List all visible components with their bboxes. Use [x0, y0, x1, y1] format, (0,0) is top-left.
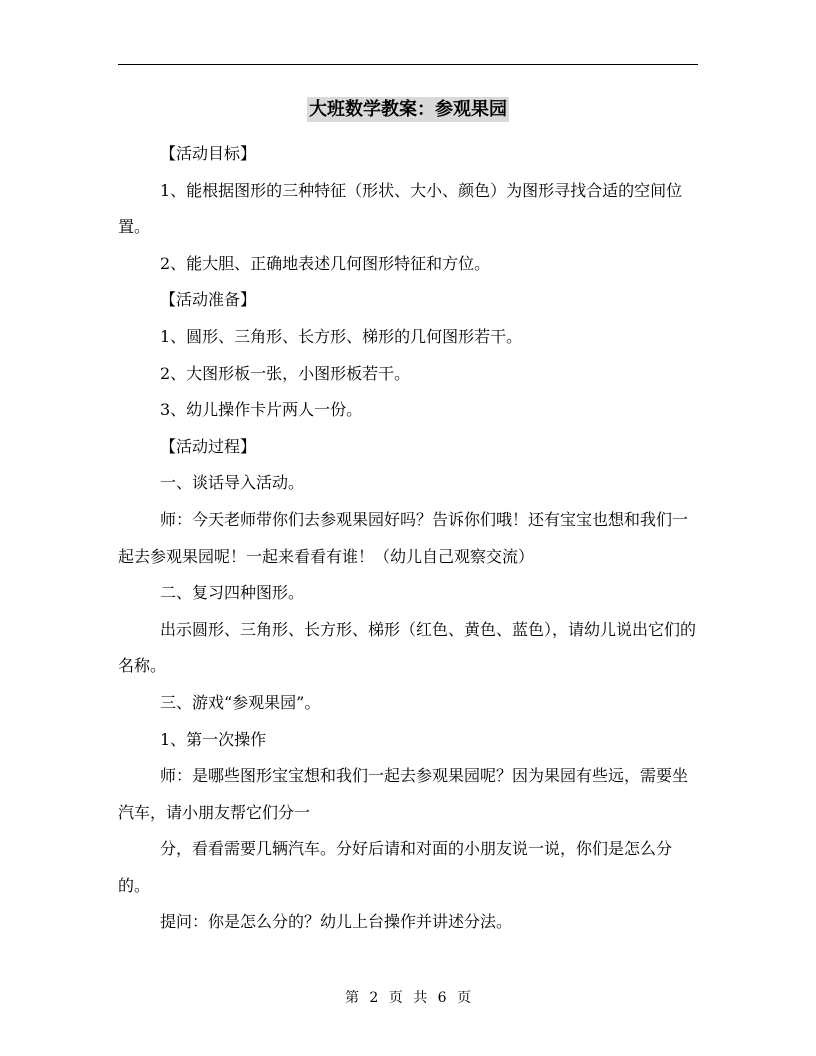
- header-rule: [118, 64, 698, 65]
- grouping-instruction: 分，看看需要几辆汽车。分好后请和对面的小朋友说一说，你们是怎么分的。: [118, 839, 673, 895]
- process-step-2: 二、复习四种图形。: [160, 583, 305, 603]
- preparation-item-3: 3、幼儿操作卡片两人一份。: [160, 400, 363, 420]
- preparation-item-2: 2、大图形板一张，小图形板若干。: [160, 363, 411, 383]
- shapes-review-paragraph: 出示圆形、三角形、长方形、梯形（红色、黄色、蓝色），请幼儿说出它们的名称。: [118, 619, 697, 676]
- document-title-wrapper: [0, 96, 816, 124]
- teacher-dialogue-2: 师：是哪些图形宝宝想和我们一起去参观果园呢？因为果园有些远，需要坐汽车，请小朋友帮它们分一: [118, 766, 689, 822]
- preparation-item-1: 1、圆形、三角形、长方形、梯形的几何图形若干。: [160, 326, 523, 346]
- section-heading-preparation: 【活动准备】: [160, 290, 257, 310]
- question-paragraph: 提问：你是怎么分的？幼儿上台操作并讲述分法。: [160, 912, 513, 932]
- teacher-dialogue-1: 师：今天老师带你们去参观果园好吗？告诉你们哦！还有宝宝也想和我们一起去参观果园呢！一起来看看有谁！（幼儿自己观察交流）: [118, 509, 689, 566]
- section-heading-process: 【活动过程】: [160, 436, 257, 456]
- goal-item-2: 2、能大胆、正确地表述几何图形特征和方位。: [160, 253, 491, 273]
- first-operation-heading: 1、第一次操作: [160, 729, 267, 749]
- page-footer: 第 2 页 共 6 页: [344, 990, 472, 1006]
- process-step-1: 一、谈话导入活动。: [160, 473, 305, 493]
- document-title: 大班数学教案：参观果园: [309, 99, 507, 120]
- section-heading-goals: 【活动目标】: [160, 144, 257, 163]
- document-body: [118, 136, 700, 941]
- process-step-3: 三、游戏“参观果园”。: [160, 692, 321, 712]
- goal-item-1: 1、能根据图形的三种特征（形状、大小、颜色）为图形寻找合适的空间位置。: [118, 180, 683, 237]
